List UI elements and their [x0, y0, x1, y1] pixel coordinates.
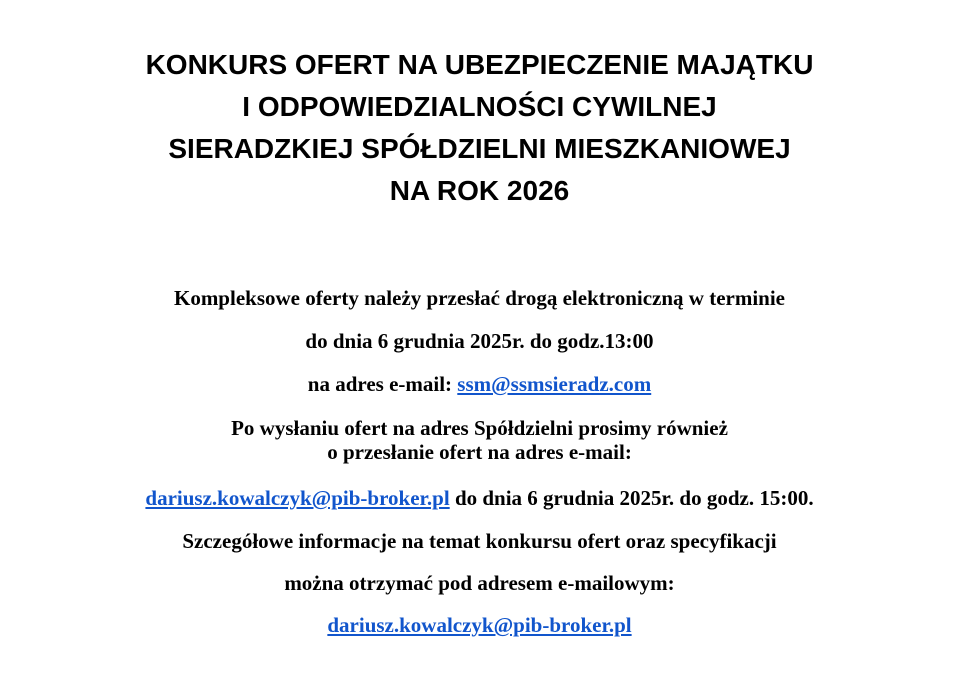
details-info-text: Szczegółowe informacje na temat konkursu ofert oraz specyfikacji: [182, 529, 777, 553]
title-line-2: I ODPOWIEDZIALNOŚCI CYWILNEJ: [242, 91, 717, 122]
details-info: [0, 529, 959, 553]
primary-email-label: na adres e-mail:: [307, 372, 458, 396]
additional-request: [0, 416, 959, 464]
details-email-link[interactable]: dariusz.kowalczyk@pib-broker.pl: [327, 613, 632, 637]
deadline-primary: [0, 329, 959, 353]
title-line-1: KONKURS OFERT NA UBEZPIECZENIE MAJĄTKU: [145, 49, 814, 80]
document-title: [0, 44, 959, 212]
additional-request-line-2: o przesłanie ofert na adres e-mail:: [327, 440, 632, 464]
details-email-line: [0, 613, 959, 637]
title-line-4: NA ROK 2026: [389, 175, 570, 206]
details-contact-label-text: można otrzymać pod adresem e-mailowym:: [284, 571, 675, 595]
submission-instruction: [0, 286, 959, 310]
additional-request-line-1: Po wysłaniu ofert na adres Spółdzielni prosimy również: [231, 416, 728, 440]
primary-email-link[interactable]: ssm@ssmsieradz.com: [457, 372, 652, 396]
details-contact-label: [0, 571, 959, 595]
broker-deadline-text: do dnia 6 grudnia 2025r. do godz. 15:00.: [449, 486, 814, 510]
title-line-3: SIERADZKIEJ SPÓŁDZIELNI MIESZKANIOWEJ: [168, 133, 791, 164]
deadline-primary-text: do dnia 6 grudnia 2025r. do godz.13:00: [305, 329, 654, 353]
broker-deadline-line: [0, 486, 959, 510]
submission-instruction-text: Kompleksowe oferty należy przesłać drogą elektroniczną w terminie: [173, 286, 785, 310]
broker-email-link[interactable]: dariusz.kowalczyk@pib-broker.pl: [145, 486, 450, 510]
primary-email-line: [0, 372, 959, 396]
